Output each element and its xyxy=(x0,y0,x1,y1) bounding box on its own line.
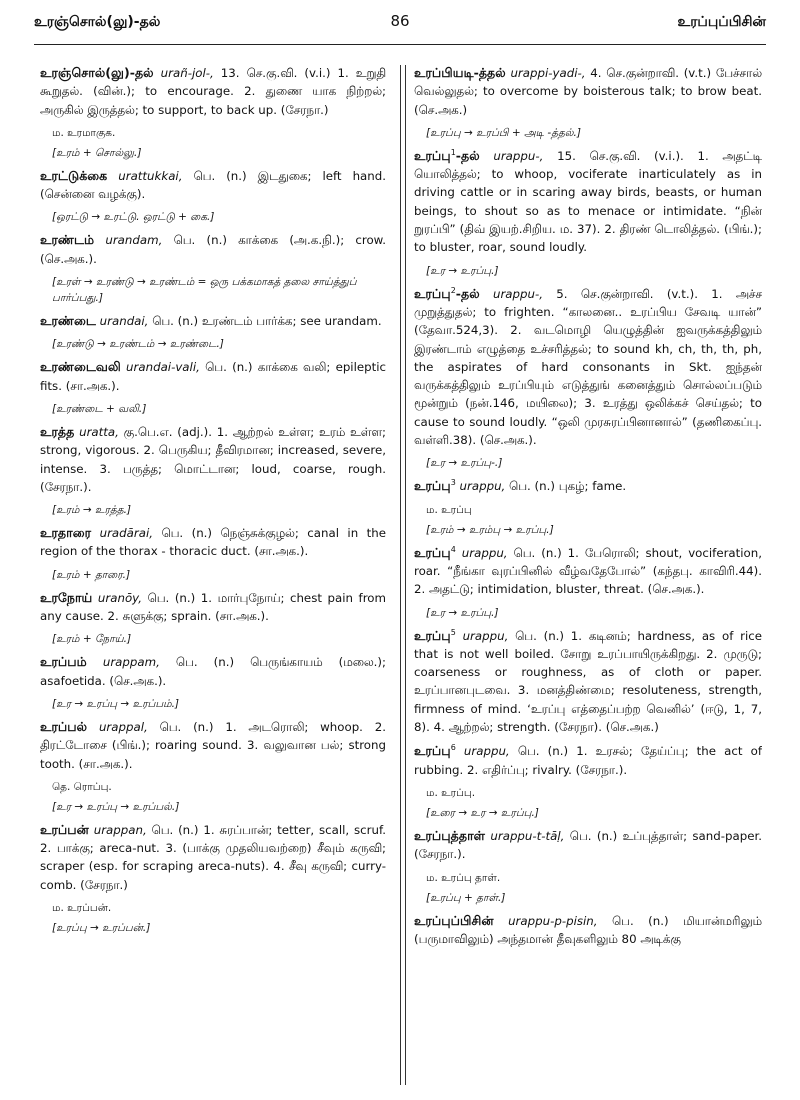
dictionary-entry xyxy=(414,147,762,257)
transliteration: urappu, xyxy=(463,744,510,759)
dictionary-entry xyxy=(40,64,386,119)
definition: பெ. (n.) 1. உரசல்; தேய்ப்பு; the act of rubbing. 2. எதிர்ப்பு; rivalry. (சேரநா.). xyxy=(414,744,762,777)
dictionary-entry xyxy=(40,167,386,204)
transliteration: uranōy, xyxy=(97,590,142,605)
definition: பெ. (n.) 1. மார்புநோய்; chest pain from any cause. 2. சுளுக்கு; sprain. (சா.அக.). xyxy=(40,590,386,624)
transliteration: urappi-yadi-, xyxy=(510,66,586,80)
etymology: [உரப்பு → உரப்பன்.] xyxy=(52,922,151,935)
dictionary-entry xyxy=(414,477,762,495)
dictionary-entry xyxy=(414,742,762,779)
headword: உரப்பம் xyxy=(40,654,87,670)
headword-suffix: -தல் xyxy=(455,147,480,163)
etymology: [உரள் → உரண்டு → உரண்டம் = ஒரு பக்கமாகத் தலை சாய்த்துப் பார்ப்பது.] xyxy=(52,276,357,305)
etymology: [உரம் + சொல்லு.] xyxy=(52,146,142,159)
dictionary-entry xyxy=(40,821,386,894)
etymology: [உரண்டு → உரண்டம் → உரண்டை.] xyxy=(52,338,224,351)
headword: உரதாரை xyxy=(40,525,92,541)
transliteration: urappan, xyxy=(93,822,147,837)
dictionary-entry xyxy=(414,285,762,450)
definition: பெ. (n.) காக்கை வலி; epileptic fits. (சா.அக.). xyxy=(40,360,386,393)
page-header xyxy=(34,8,766,38)
homonym-number: 1 xyxy=(450,147,456,157)
cognate-note: ம. உரப்பு. xyxy=(426,786,476,799)
definition: பெ. (n.) பெருங்காயம் (மலை.); asafoetida. (செ.அக.). xyxy=(40,655,386,688)
transliteration: urappu, xyxy=(459,479,506,494)
dictionary-entry xyxy=(40,312,386,330)
left-column xyxy=(40,64,386,1094)
dictionary-entry xyxy=(40,653,386,690)
transliteration: urandai, xyxy=(99,314,149,329)
etymology: [உரம் + நோய்.] xyxy=(52,633,132,646)
headword-suffix: -தல் xyxy=(455,285,480,301)
headword: உரப்பு xyxy=(414,147,451,163)
headword: உரண்டம் xyxy=(40,232,95,248)
etymology: [உரை → உர → உரப்பு.] xyxy=(426,806,539,819)
definition: பெ. (n.) உரண்டம் பார்க்க; see urandam. xyxy=(152,314,382,329)
definition: பெ. (n.) 1. சுரப்பான்; tetter, scall, scruf. 2. பாக்கு; areca-nut. 3. (பாக்கு முதலியவற்றை) சீவும் கருவி; scraper (esp. for scraping areca-nuts). 4. சீவு கருவி; curry-comb. (சேரநா.) xyxy=(40,822,386,892)
transliteration: uratta, xyxy=(79,424,119,439)
etymology: [உரம் → உரத்த.] xyxy=(52,504,132,517)
etymology: [உரப்பு + தாள்.] xyxy=(426,891,506,904)
headword: உரத்த xyxy=(40,423,75,439)
etymology: [உர → உரப்பு-.] xyxy=(426,457,503,470)
cognate-note: ம. உரப்பு தாள். xyxy=(426,871,501,884)
etymology: [உர → உரப்பு → உரப்பல்.] xyxy=(52,800,180,813)
headword: உரண்டை xyxy=(40,313,96,329)
definition: பெ. (n.) 1. கடினம்; hardness, as of rice that is not well boiled. சோறு உரப்பாயிருக்கிறது. 2. முருடு; coarseness or roughness, as of cloth or paper. உரப்பானபுடவை. 3. மனத்திண்மை; resoluteness, strength, firmness of mind. ‘உரப்பு எத்தைப்பற்ற வெனில்’ (ஈடு, 1, 7, 8). 4. ஆற்றல்; strength. (சேரநா). (செ.அக.) xyxy=(414,628,762,735)
dictionary-entry xyxy=(414,912,762,949)
cognate-note: தெ. ரொப்பு. xyxy=(52,780,112,793)
dictionary-entry xyxy=(40,358,386,395)
etymology: [உர → உரப்பு.] xyxy=(426,264,499,277)
headword: உரஞ்சொல்(லு)-தல் xyxy=(40,65,154,80)
right-column xyxy=(414,64,762,1094)
homonym-number: 2 xyxy=(450,285,456,295)
definition: பெ. (n.) மியான்மரிலும் (பருமாவிலும்) அந்தமான் தீவுகளிலும் 80 அடிக்கு xyxy=(414,913,762,946)
definition: பெ. (n.) இடதுகை; left hand. (சென்னை வழக்கு). xyxy=(40,168,386,202)
definition: 15. செ.கு.வி. (v.i.). 1. அதட்டி யொலித்தல்; to whoop, vociferate inarticulately as in driving cattle or in scaring away birds, beasts, or human beings, to shout so as to menace or intimidate. “நின் றுரப்பி” (திவ் இயற்.சிறிய. ம. 37). 2. திரண் டொலித்தல். (பிங்.); to bluster, roar, sound loudly. xyxy=(414,148,762,255)
transliteration: urandam, xyxy=(105,233,163,248)
running-head-left: உரஞ்சொல்(லு)-தல் xyxy=(34,14,161,30)
headword: உரப்பன் xyxy=(40,821,89,837)
headword: உரப்புப்பிசின் xyxy=(414,912,494,928)
transliteration: uradārai, xyxy=(99,526,153,541)
dictionary-entry xyxy=(40,718,386,773)
definition: பெ. (n.) புகழ்; fame. xyxy=(509,479,627,494)
transliteration: urappal, xyxy=(98,719,148,734)
transliteration: urappu, xyxy=(462,628,509,643)
definition: பெ. (n.) உப்புத்தாள்; sand-paper.(சேரநா.). xyxy=(414,828,762,862)
transliteration: urappu-t-tāḷ, xyxy=(490,828,565,843)
header-rule xyxy=(34,44,766,45)
etymology: [உரம் → உரம்பு → உரப்பு.] xyxy=(426,523,554,536)
cognate-note: ம. உரப்பன். xyxy=(52,902,112,915)
headword: உரப்பு xyxy=(414,544,451,560)
headword: உரட்டுக்கை xyxy=(40,167,108,183)
headword: உரப்புத்தாள் xyxy=(414,827,486,843)
dictionary-entry xyxy=(414,64,762,119)
headword: உரப்பல் xyxy=(40,718,88,734)
dictionary-entry xyxy=(414,627,762,737)
running-head-right: உரப்புப்பிசின் xyxy=(677,14,766,30)
dictionary-entry xyxy=(40,589,386,626)
dictionary-entry xyxy=(414,544,762,599)
definition: கு.பெ.எ. (adj.). 1. ஆற்றல் உள்ள; உரம் உள்ள; strong, vigorous. 2. பெருகிய; தீவிரமான; increased, severe, intense. 3. பருத்த; மொட்டான; loud, coarse, rough. (சேரநா.). xyxy=(40,424,386,494)
cognate-note: ம. உரப்பு xyxy=(426,503,472,516)
etymology: [உரண்டை + வலி.] xyxy=(52,402,147,415)
transliteration: urappu-, xyxy=(492,286,543,301)
homonym-number: 6 xyxy=(450,743,456,753)
dictionary-entry xyxy=(40,231,386,268)
etymology: [உரம் + தாரை.] xyxy=(52,568,131,581)
headword: உரப்பு xyxy=(414,478,451,494)
etymology: [உர → உரப்பு → உரப்பம்.] xyxy=(52,697,180,710)
definition: 5. செ.குன்றாவி. (v.t.). 1. அச்ச முறுத்துதல்; to frighten. “காலனை.. உரப்பிய சேவடி யான்” (தேவா.524,3). 2. வடமொழி யெழுத்தின் ஐவருக்கத்திலும் இரண்டாம் எழுத்தை உச்சரித்தல்; to sound kh, ch, th, th, ph, the aspirates of hard consonants in Skt. ஐந்தன் வருக்கத்திலும் உரப்பியும் எடுத்துங் கனைத்தும் சொல்லப்படும் மூன்றும் (நன்.146, மயிலை); 3. உரத்து ஒலிக்கச் செய்தல்; to cause to sound loudly. “ஒலி முரசுரப்பினானால்” (தணிகைப்பு. வள்ளி.38). (செ.அக.). xyxy=(414,286,762,448)
headword: உரப்பியடி-த்தல் xyxy=(414,65,506,80)
transliteration: urappu-p-pisin, xyxy=(508,913,598,928)
column-divider xyxy=(400,65,406,1085)
headword: உரப்பு xyxy=(414,627,451,643)
etymology: [உரப்பு → உரப்பி + அடி -த்தல்.] xyxy=(426,126,581,139)
definition: பெ. (n.) நெஞ்சுக்குழல்; canal in the region of the thorax - thoracic duct. (சா.அக.). xyxy=(40,526,386,559)
cognate-note: ம. உரமாகுக. xyxy=(52,126,116,139)
headword: உரண்டைவலி xyxy=(40,359,121,375)
transliteration: urandai-vali, xyxy=(126,360,200,375)
transliteration: urappam, xyxy=(102,655,160,670)
etymology: [ஒரட்டு → உரட்டு. ஒரட்டு + கை.] xyxy=(52,211,215,224)
headword: உரப்பு xyxy=(414,285,451,301)
transliteration: urañ-jol-, xyxy=(160,66,214,80)
page-number: 86 xyxy=(390,12,410,30)
headword: உரப்பு xyxy=(414,743,451,759)
definition: 4. செ.குன்றாவி. (v.t.) பேச்சால் வெல்லுதல்; to overcome by boisterous talk; to brow beat. (செ.அக.) xyxy=(414,66,762,117)
definition: பெ. (n.) 1. அடரொலி; whoop. 2. திரட்டோசை (பிங்.); roaring sound. 3. வலுவான பல்; strong tooth. (சா.அக.). xyxy=(40,719,386,771)
homonym-number: 5 xyxy=(450,627,456,637)
etymology: [உர → உரப்பு.] xyxy=(426,606,499,619)
transliteration: urappu-, xyxy=(493,148,544,163)
homonym-number: 4 xyxy=(450,544,456,554)
dictionary-entry xyxy=(40,524,386,561)
transliteration: urappu, xyxy=(461,545,508,560)
dictionary-entry xyxy=(40,423,386,496)
headword: உரநோய் xyxy=(40,589,93,605)
definition: 13. செ.கு.வி. (v.i.) 1. உறுதி கூறுதல். (வின்.); to encourage. 2. துணை யாக நிற்றல்; அருகில் இருத்தல்; to support, to back up. (சேரநா.) xyxy=(40,66,386,117)
dictionary-entry xyxy=(414,827,762,864)
definition: பெ. (n.) காக்கை (அ.க.நி.); crow. (செ.அக.). xyxy=(40,233,386,266)
definition: பெ. (n.) 1. பேரொலி; shout, vociferation, roar. “நீங்கா வுரப்பினில் வீழ்வதேபோல்” (கந்தபு. காவிரி.44). 2. அதட்டு; intimidation, bluster, threat. (செ.அக.). xyxy=(414,545,762,597)
homonym-number: 3 xyxy=(450,478,456,488)
transliteration: urattukkai, xyxy=(118,168,183,183)
